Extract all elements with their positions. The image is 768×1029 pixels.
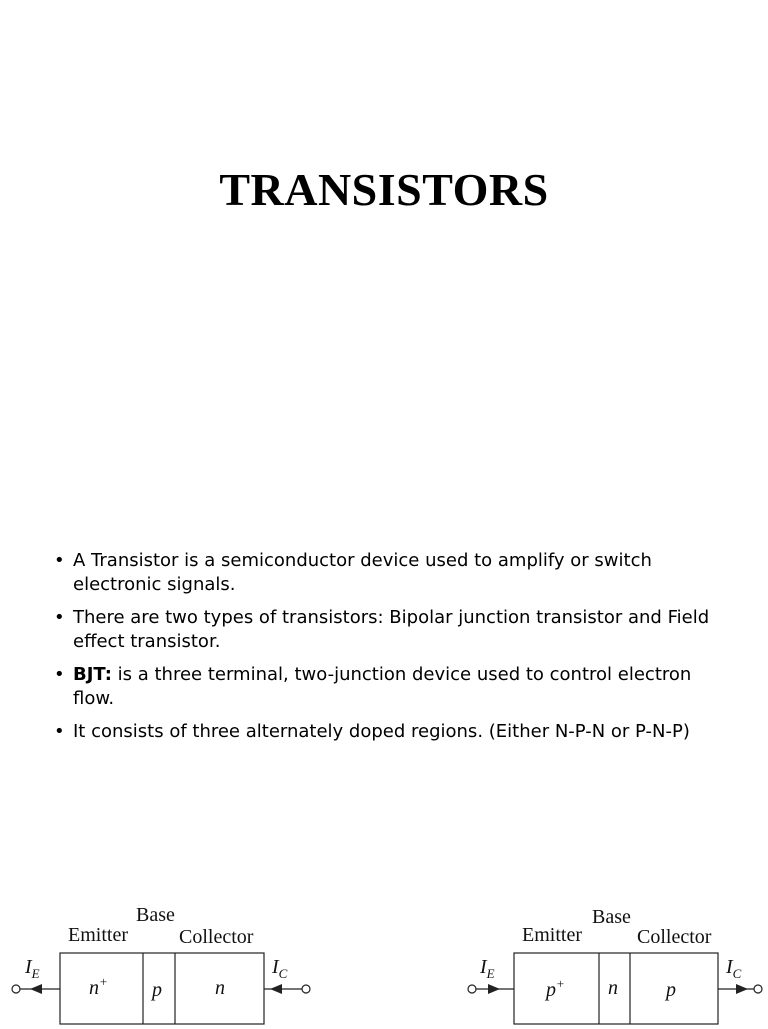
emitter-label: Emitter: [522, 924, 582, 946]
bullet-item: [54, 549, 714, 597]
collector-terminal: [302, 985, 310, 993]
collector-current-label: $I_C$: [272, 956, 288, 981]
bullet-marker: •: [54, 664, 65, 685]
emitter-terminal: [468, 985, 476, 993]
bullet-text: is a three terminal, two-junction device used to control electron flow.: [73, 664, 692, 709]
bullet-item: [54, 606, 714, 654]
bullet-text: A Transistor is a semiconductor device used to amplify or switch electronic signals.: [73, 550, 652, 595]
bullet-marker: •: [54, 550, 65, 571]
collector-arrow-icon: [736, 984, 748, 994]
region-base: p: [152, 979, 162, 1001]
region-collector: p: [666, 979, 676, 1001]
collector-label: Collector: [179, 926, 254, 948]
base-label: Base: [592, 906, 631, 928]
collector-terminal: [754, 985, 762, 993]
bullet-item: [54, 720, 714, 744]
bullet-item: [54, 663, 714, 711]
bullet-marker: •: [54, 721, 65, 742]
bullet-marker: •: [54, 607, 65, 628]
region-emitter: n+: [89, 974, 108, 999]
base-label: Base: [136, 904, 175, 926]
bullet-list: [54, 549, 714, 753]
npn-transistor-diagram: [8, 890, 338, 1024]
bullet-bold: BJT:: [73, 664, 112, 685]
region-base: n: [608, 977, 618, 999]
region-collector: n: [215, 977, 225, 999]
collector-current-label: $I_C$: [726, 956, 742, 981]
pnp-transistor-diagram: [464, 890, 768, 1024]
emitter-current-label: $I_E$: [480, 956, 495, 981]
emitter-label: Emitter: [68, 924, 128, 946]
pnp-diagram-svg: [464, 890, 768, 1024]
slide-title: TRANSISTORS: [219, 164, 549, 215]
emitter-current-label: $I_E$: [25, 956, 40, 981]
collector-arrow-icon: [270, 984, 282, 994]
emitter-arrow-icon: [488, 984, 500, 994]
bullet-text: It consists of three alternately doped regions. (Either N-P-N or P-N-P): [73, 721, 690, 742]
npn-diagram-svg: [8, 890, 338, 1024]
emitter-arrow-icon: [30, 984, 42, 994]
bullet-text: There are two types of transistors: Bipolar junction transistor and Field effect transistor.: [73, 607, 710, 652]
collector-label: Collector: [637, 926, 712, 948]
emitter-terminal: [12, 985, 20, 993]
region-emitter: p+: [546, 976, 565, 1001]
